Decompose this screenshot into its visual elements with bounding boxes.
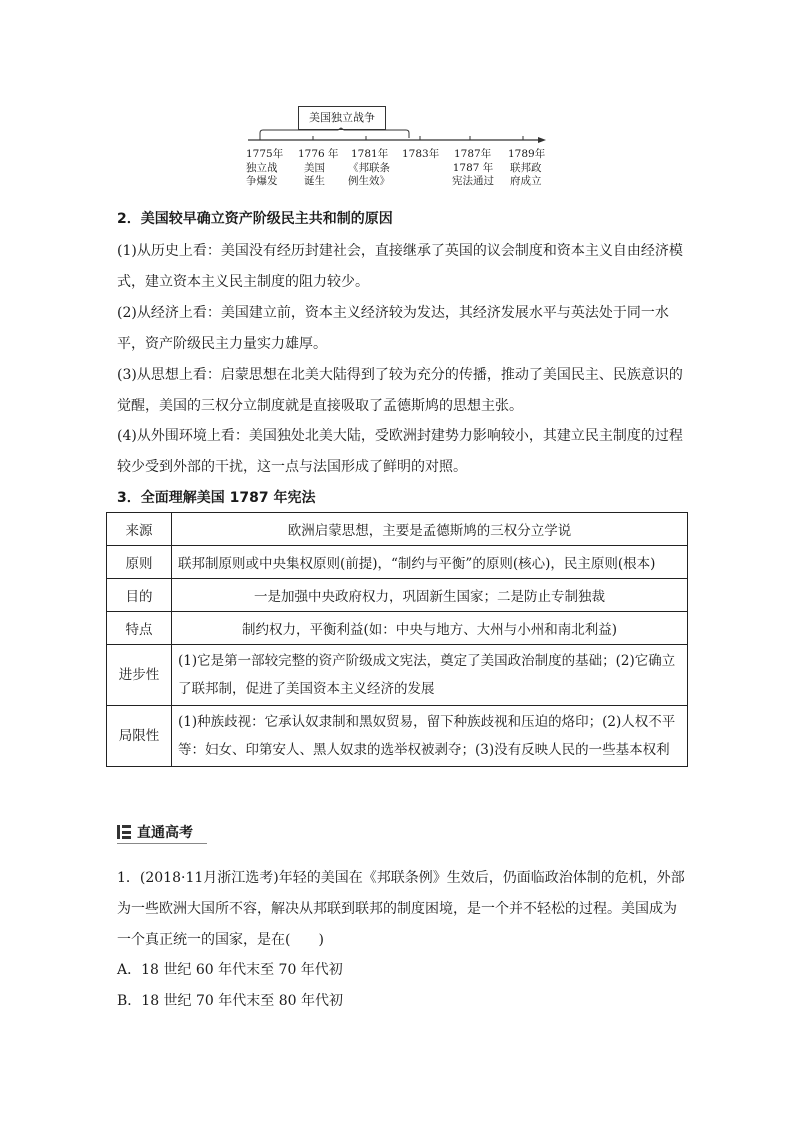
row-value: 制约权力，平衡利益(如：中央与地方、大州与小州和南北利益) [172, 612, 688, 645]
paragraph: (3)从思想上看：启蒙思想在北美大陆得到了较为充分的传播，推动了美国民主、民族意识的觉醒，美国的三权分立制度就是直接吸取了孟德斯鸠的思想主张。 [117, 367, 683, 414]
section-heading: 3．全面理解美国 1787 年宪法 [117, 490, 316, 506]
table-row [107, 579, 688, 612]
row-label: 局限性 [107, 706, 172, 767]
table-row [107, 645, 688, 706]
timeline-year: 1787年 [454, 148, 492, 160]
row-value: 欧洲启蒙思想，主要是孟德斯鸠的三权分立学说 [172, 513, 688, 546]
constitution-table [106, 512, 688, 767]
row-value: 联邦制原则或中央集权原则(前提)，“制约与平衡”的原则(核心)，民主原则(根本) [172, 546, 688, 579]
exam-section-header [117, 822, 193, 842]
section-title: 直通高考 [137, 825, 193, 841]
table-row [107, 706, 688, 767]
timeline-year: 1789年 [508, 148, 546, 160]
question-text: 1．(2018·11月浙江选考)年轻的美国在《邦联条例》生效后，仍面临政治体制的危机，外部为一些欧洲大国所不容，解决从邦联到联邦的制度困境，是一个并不轻松的过程。美国成为一个真正统一的国家，是在( ) [117, 870, 685, 948]
timeline-desc: 独立战 争爆发 [246, 162, 278, 187]
row-label: 进步性 [107, 645, 172, 706]
timeline-year: 1783年 [402, 148, 440, 160]
option-b: B．18 世纪 70 年代末至 80 年代初 [117, 993, 343, 1009]
section-heading: 2．美国较早确立资产阶级民主共和制的原因 [117, 211, 393, 227]
timeline-desc: 1787 年 宪法通过 [452, 162, 494, 187]
row-value: 一是加强中央政府权力，巩固新生国家；二是防止专制独裁 [172, 579, 688, 612]
paragraph: (2)从经济上看：美国建立前，资本主义经济较为发达，其经济发展水平与英法处于同一水平，资产阶级民主力量实力雄厚。 [117, 305, 669, 352]
timeline-year: 1775年 [246, 148, 284, 160]
row-label: 来源 [107, 513, 172, 546]
table-row [107, 546, 688, 579]
section-bars-icon [117, 825, 131, 839]
timeline-axis [238, 100, 558, 150]
timeline-desc: 美国 诞生 [304, 162, 325, 187]
timeline-year: 1781年 [351, 148, 389, 160]
timeline-war-box: 美国独立战争 [298, 106, 386, 130]
row-label: 原则 [107, 546, 172, 579]
table-row [107, 513, 688, 546]
timeline-year: 1776 年 [298, 148, 339, 160]
timeline-desc: 《邦联条 例生效》 [348, 162, 390, 187]
divider [117, 843, 207, 844]
row-label: 目的 [107, 579, 172, 612]
table-row [107, 612, 688, 645]
paragraph: (1)从历史上看：美国没有经历封建社会，直接继承了英国的议会制度和资本主义自由经济模式，建立资本主义民主制度的阻力较少。 [117, 243, 683, 290]
timeline-desc: 联邦政 府成立 [510, 162, 542, 187]
paragraph: (4)从外围环境上看：美国独处北美大陆，受欧洲封建势力影响较小，其建立民主制度的过程较少受到外部的干扰，这一点与法国形成了鲜明的对照。 [117, 428, 683, 475]
row-value: (1)种族歧视：它承认奴隶制和黑奴贸易，留下种族歧视和压迫的烙印；(2)人权不平等：妇女、印第安人、黑人奴隶的选举权被剥夺；(3)没有反映人民的一些基本权利 [172, 706, 688, 767]
row-value: (1)它是第一部较完整的资产阶级成文宪法，奠定了美国政治制度的基础；(2)它确立了联邦制，促进了美国资本主义经济的发展 [172, 645, 688, 706]
option-a: A．18 世纪 60 年代末至 70 年代初 [117, 962, 343, 978]
timeline-diagram [238, 100, 558, 195]
row-label: 特点 [107, 612, 172, 645]
